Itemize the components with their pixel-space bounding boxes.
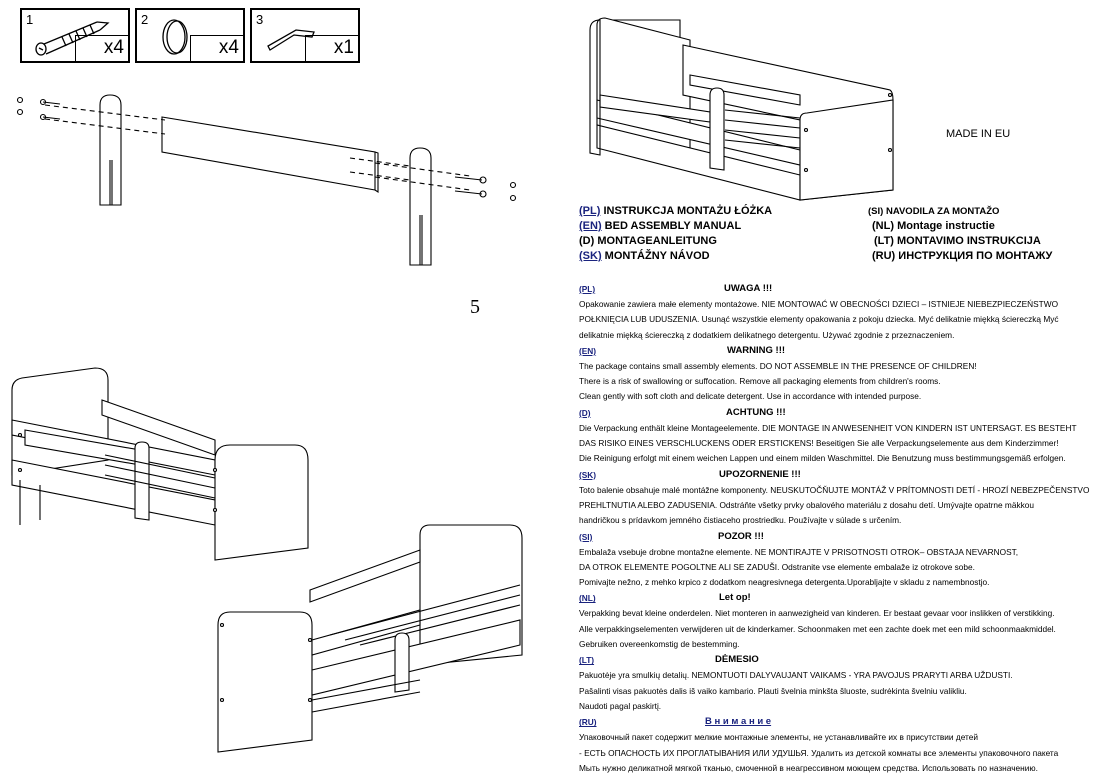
text-line: ACHTUNG !!! (726, 406, 786, 418)
text-line: POŁKNIĘCIA LUB UDUSZENIA. Usunąć wszystkie elementy opakowania z pokoju dziecka. Myć delikatnie miękką ściereczką Myć (579, 314, 1059, 325)
text-line: - ЕСТЬ ОПАСНОСТЬ ИХ ПРОГЛАТЫВАНИЯ ИЛИ УДУШЬЯ. Удалить из детской комнаты все элементы упаковочного пакета (579, 747, 1059, 758)
text-line: Alle verpakkingselementen verwijderen uit de kinderkamer. Schoonmaken met een zachte doek met een mild schoonmaakmiddel. (579, 623, 1056, 634)
text-line: Pomivajte nežno, z mehko krpico z dodatkom neagresivnega detergenta.Uporabljajte v skladu z namembnostjo. (579, 577, 990, 588)
bed-illustration-bottom (218, 525, 522, 752)
text-line: There is a risk of swallowing or suffocation. Remove all packaging elements from children's rooms. (579, 376, 941, 387)
part-number: 1 (26, 12, 34, 27)
text-line: (LT) (579, 655, 595, 666)
titles-left (579, 204, 772, 264)
warning-block (579, 343, 1099, 405)
text-line: Verpakking bevat kleine onderdelen. Niet monteren in aanwezigheid van kinderen. Er bestaat gevaar voor inslikken of verstikking. (579, 608, 1055, 619)
text-line: (D) (579, 235, 595, 247)
part-number: 3 (256, 12, 264, 27)
title-row (868, 234, 1052, 249)
text-line: Pašalinti visas pakuotės dalis iš vaiko kambario. Plauti švelnia minkšta šluoste, sudrėkinta švelniu valikliu. (579, 685, 967, 696)
text-line: (NL) (579, 593, 596, 604)
text-line: (RU) (872, 250, 896, 262)
title-row (868, 219, 1052, 234)
text-line: Naudoti pagal paskirtį. (579, 700, 662, 711)
text-line: UWAGA !!! (724, 283, 773, 294)
text-line: WARNING !!! (727, 344, 786, 356)
text-line: Die Verpackung enthält kleine Montageelemente. DIE MONTAGE IN ANWESENHEIT VON KINDERN IST UNTERSAGT. ES BESTEHT (579, 422, 1077, 433)
title-row (868, 249, 1052, 264)
title-row (579, 204, 772, 219)
text-line: (SI) (868, 206, 884, 217)
part-qty: x4 (103, 37, 124, 58)
part-number: 2 (141, 12, 149, 27)
text-line: Toto balenie obsahuje malé montážne komponenty. NEUSKUTOČŇUJTE MONTÁŽ V PRÍTOMNOSTI DETÍ - HROZÍ NEBEZPEČENSTVO (579, 484, 1090, 495)
text-line: Clean gently with soft cloth and delicate detergent. Use in accordance with intended purpose. (579, 391, 922, 402)
text-line: (D) (579, 407, 591, 418)
text-line: UPOZORNENIE !!! (719, 468, 801, 480)
title-row (579, 219, 772, 234)
text-line: (EN) (579, 220, 602, 232)
warning-block (579, 652, 1099, 714)
text-line: (NL) (872, 220, 894, 232)
text-line: ИНСТРУКЦИЯ ПО МОНТАЖУ (898, 250, 1053, 262)
text-line: Pakuotėje yra smulkių detalių. NEMONTUOTI DALYVAUJANT VAIKAMS - YRA PAVOJUS PRARYTI ARBA UŽDUSTI. (579, 670, 1013, 681)
text-line: MONTÁŽNY NÁVOD (604, 250, 710, 262)
bed-illustration-top (590, 18, 893, 200)
text-line: MONTAVIMO INSTRUKCIJA (897, 235, 1041, 247)
text-line: (SI) (579, 531, 593, 542)
text-line: Упаковочный пакет содержит мелкие монтажные элементы, не устанавливайте их в присутствии детей (579, 732, 979, 743)
warning-block (579, 714, 1099, 776)
titles-right (868, 204, 1052, 264)
text-line: DĖMESIO (715, 654, 759, 666)
text-line: Мыть нужно деликатной мягкой тканью, смоченной в неагрессивном моющем средства. Использовать по назначению. (579, 762, 1038, 773)
part-qty: x4 (218, 37, 239, 58)
text-line: BED ASSEMBLY MANUAL (604, 220, 742, 232)
text-line: handričkou s prídavkom jemného čistiaceho prostriedku. Používajte v súlade s určením. (579, 515, 902, 526)
text-line: (SK) (579, 469, 597, 480)
text-line: Let op! (719, 592, 751, 604)
warning-block (579, 590, 1099, 652)
made-in-label: MADE IN EU (946, 128, 1011, 140)
text-line: Die Reinigung erfolgt mit einem weichen Lappen und einem milden Waschmittel. Die Benutzung muss bestimmungsgemäß erfolgen. (579, 453, 1066, 464)
text-line: NAVODILA ZA MONTAŽO (885, 206, 1000, 217)
bed-illustration-middle (12, 368, 308, 560)
text-line: В н и м а н и е (705, 716, 772, 728)
step-number: 5 (470, 296, 480, 318)
text-line: INSTRUKCJA MONTAŻU ŁÓŻKA (603, 205, 773, 217)
text-line: (PL) (579, 284, 596, 294)
text-line: POZOR !!! (718, 530, 764, 542)
title-row (579, 234, 772, 249)
text-line: Montage instructie (897, 220, 995, 232)
title-row (868, 204, 1052, 219)
text-line: (SK) (579, 250, 602, 262)
text-line: Gebruiken overeenkomstig de bestemming. (579, 639, 740, 650)
text-line: (LT) (874, 235, 894, 247)
warning-block (579, 529, 1099, 591)
text-line: MONTAGEANLEITUNG (597, 235, 717, 247)
warnings-section (579, 281, 1099, 776)
text-line: Opakowanie zawiera małe elementy montażowe. NIE MONTOWAĆ W OBECNOŚCI DZIECI – ISTNIEJE NIEBEZPIECZEŃSTWO (579, 299, 1059, 309)
text-line: delikatnie miękką ściereczką z dodatkiem delikatnego detergentu. Używać zgodnie z przeznaczeniem. (579, 329, 955, 340)
text-line: DA OTROK ELEMENTE POGOLTNE ALI SE ZADUŠI. Odstranite vse elemente embalaže iz otrokove sobe. (579, 561, 975, 572)
title-row (579, 249, 772, 264)
warning-block (579, 467, 1099, 529)
text-line: The package contains small assembly elements. DO NOT ASSEMBLE IN THE PRESENCE OF CHILDREN! (579, 360, 977, 371)
text-line: DAS RISIKO EINES VERSCHLUCKENS ODER ERSTICKENS! Beseitigen Sie alle Verpackungselemente aus dem Kinderzimmer! (579, 438, 1059, 449)
part-qty: x1 (333, 37, 354, 58)
warning-block (579, 405, 1099, 467)
text-line: (EN) (579, 345, 597, 356)
text-line: (PL) (579, 205, 601, 217)
warning-block (579, 281, 1099, 343)
text-line: (RU) (579, 717, 597, 728)
text-line: PREHLTNUTIA ALEBO ZADUSENIA. Odstráňte všetky prvky obalového materiálu z dosahu detí. Umývajte opatrne mäkkou (579, 499, 1034, 510)
text-line: Embalaža vsebuje drobne montažne elemente. NE MONTIRAJTE V PRISOTNOSTI OTROK– OBSTAJA NEVARNOST, (579, 546, 1019, 557)
